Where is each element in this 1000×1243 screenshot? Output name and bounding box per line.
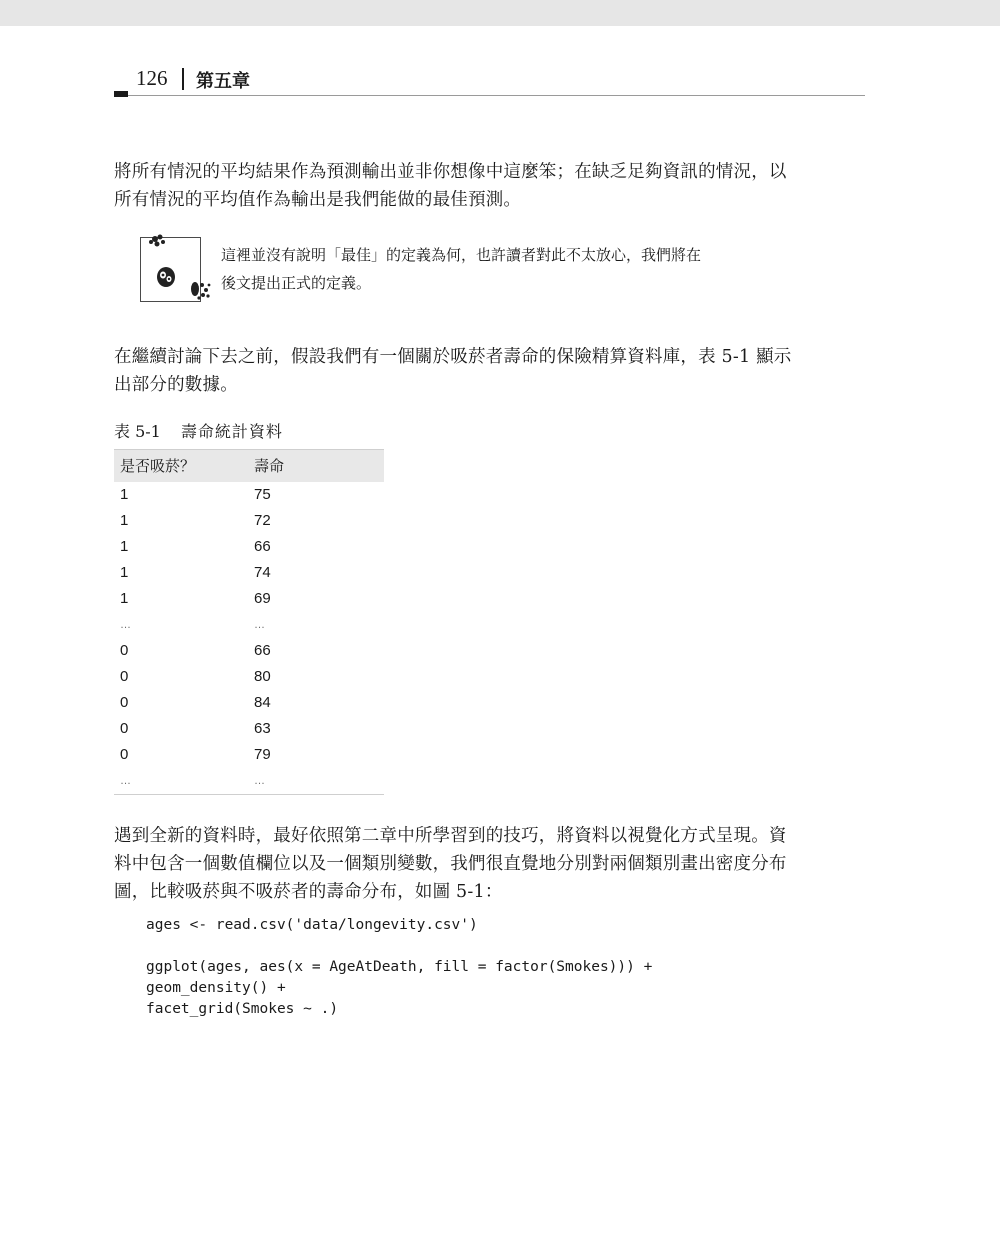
paragraph-line: 出部分的數據。 <box>114 375 238 395</box>
paragraph-database-intro <box>114 343 865 399</box>
table-row <box>114 586 384 612</box>
raccoon-tip-icon <box>139 233 215 303</box>
cell-smokes: 0 <box>120 694 129 711</box>
note-line: 後文提出正式的定義。 <box>221 274 372 292</box>
paragraph-line: 遇到全新的資料時，最好依照第二章中所學習到的技巧，將資料以視覺化方式呈現。資 <box>114 826 787 846</box>
table-row <box>114 664 384 690</box>
table-row <box>114 534 384 560</box>
cell-smokes: 0 <box>120 668 129 685</box>
code-line: facet_grid(Smokes ~ .) <box>146 1001 339 1017</box>
cell-smokes: 0 <box>120 746 129 763</box>
cell-lifespan: 72 <box>254 512 271 529</box>
table-row <box>114 508 384 534</box>
code-line: ggplot(ages, aes(x = AgeAtDeath, fill = factor(Smokes))) + <box>146 959 653 975</box>
table-header-row <box>114 450 384 482</box>
paragraph-line: 將所有情況的平均結果作為預測輸出並非你想像中這麼笨；在缺乏足夠資訊的情況，以 <box>114 162 787 182</box>
header-separator <box>182 68 184 90</box>
cell-lifespan: 75 <box>254 486 271 503</box>
chapter-title: 第五章 <box>196 71 250 92</box>
page-number: 126 <box>136 66 168 90</box>
paragraph-average-prediction <box>114 158 865 214</box>
column-header-smokes: 是否吸菸？ <box>114 450 254 482</box>
cell-smokes: 1 <box>120 486 129 503</box>
cell-ellipsis: … <box>120 618 131 631</box>
page-header <box>114 64 865 98</box>
cell-ellipsis: … <box>114 768 254 795</box>
cell-smokes: 0 <box>120 642 129 659</box>
table-row <box>114 638 384 664</box>
paragraph-line: 料中包含一個數值欄位以及一個類別變數，我們很直覺地分別對兩個類別畫出密度分布 <box>114 854 787 874</box>
cell-ellipsis: … <box>254 768 384 795</box>
paragraph-line: 圖，比較吸菸與不吸菸者的壽命分布，如圖 5-1： <box>114 882 503 902</box>
cell-lifespan: 84 <box>254 694 271 711</box>
table-caption-title: 壽命統計資料 <box>180 422 283 441</box>
cell-lifespan: 79 <box>254 746 271 763</box>
cell-smokes: 1 <box>120 564 129 581</box>
note-line: 這裡並沒有說明「最佳」的定義為何，也許讀者對此不太放心，我們將在 <box>221 246 702 264</box>
header-rule <box>128 95 865 96</box>
table-row-ellipsis <box>114 612 384 638</box>
paragraph-visualization <box>114 822 865 906</box>
tip-note <box>221 241 861 297</box>
cell-lifespan: 66 <box>254 538 271 555</box>
column-header-lifespan: 壽命 <box>254 450 384 482</box>
cell-ellipsis: … <box>254 618 265 631</box>
table-row <box>114 690 384 716</box>
cell-smokes: 1 <box>120 590 129 607</box>
table-caption <box>114 419 283 442</box>
table-row-ellipsis <box>114 768 384 795</box>
top-gray-bar <box>0 0 1000 26</box>
code-line: geom_density() + <box>146 980 286 996</box>
code-block <box>146 915 652 1020</box>
cell-lifespan: 74 <box>254 564 271 581</box>
cell-smokes: 1 <box>120 538 129 555</box>
table-row <box>114 482 384 508</box>
cell-lifespan: 66 <box>254 642 271 659</box>
code-line <box>146 936 652 957</box>
table-row <box>114 742 384 768</box>
cell-lifespan: 69 <box>254 590 271 607</box>
table-row <box>114 716 384 742</box>
cell-smokes: 0 <box>120 720 129 737</box>
table-caption-number: 表 5-1 <box>114 422 161 441</box>
longevity-table <box>114 449 384 795</box>
cell-lifespan: 80 <box>254 668 271 685</box>
code-line: ages <- read.csv('data/longevity.csv') <box>146 917 478 933</box>
paragraph-line: 在繼續討論下去之前，假設我們有一個關於吸菸者壽命的保險精算資料庫，表 5-1 顯示 <box>114 347 792 367</box>
table-row <box>114 560 384 586</box>
cell-lifespan: 63 <box>254 720 271 737</box>
paragraph-line: 所有情況的平均值作為輸出是我們能做的最佳預測。 <box>114 190 522 210</box>
cell-smokes: 1 <box>120 512 129 529</box>
header-mark <box>114 91 128 97</box>
